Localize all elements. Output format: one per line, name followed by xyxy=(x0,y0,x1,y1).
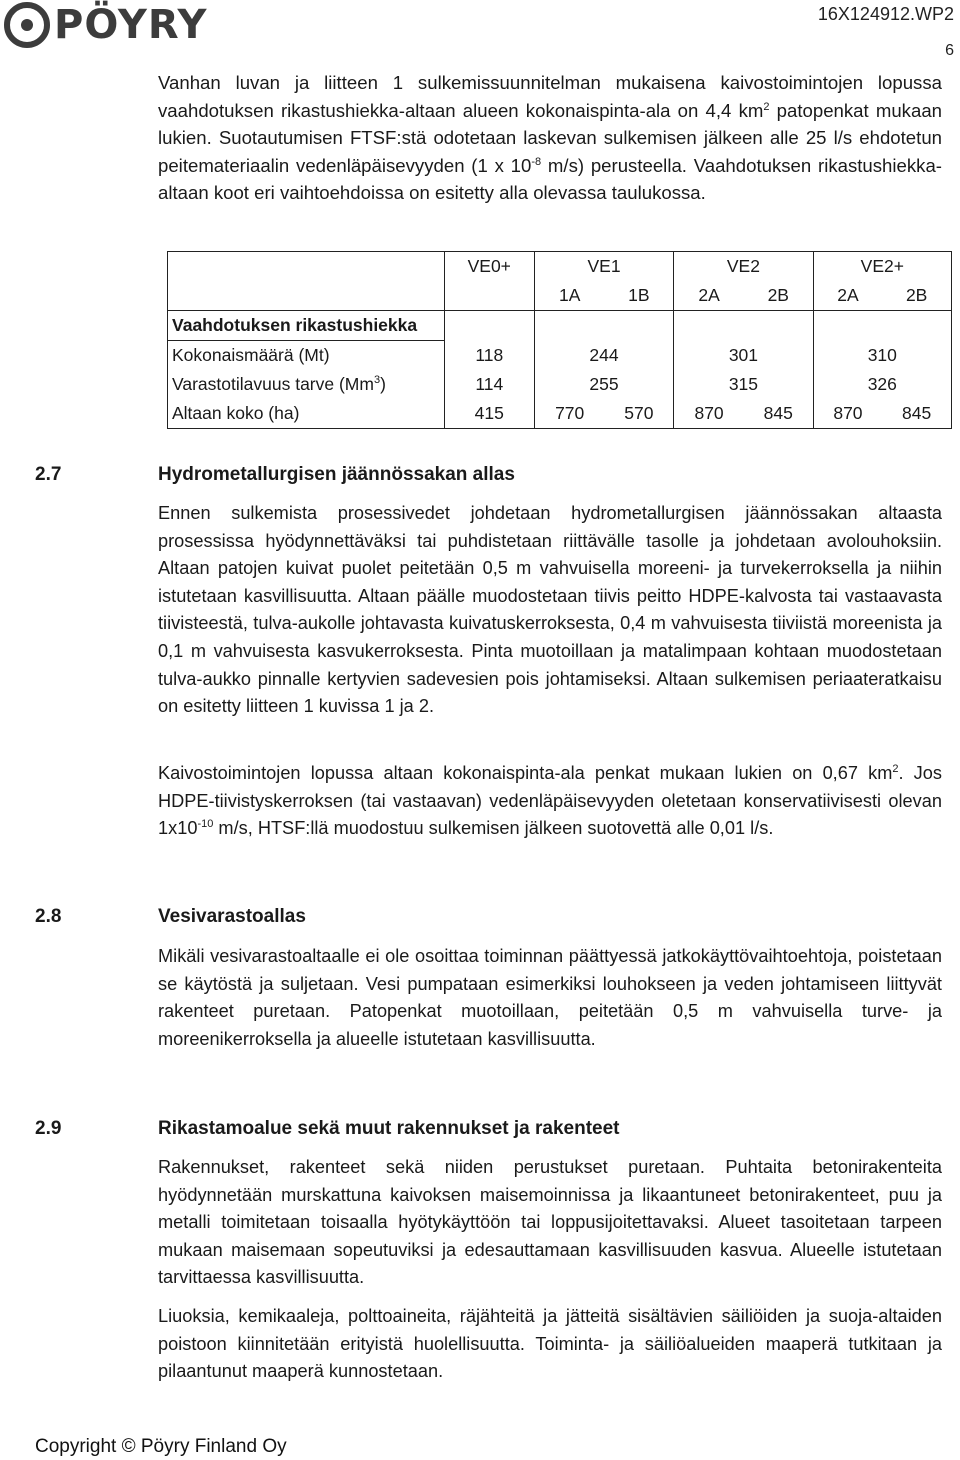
poyry-swirl-icon xyxy=(4,2,50,48)
tailings-alternatives-table xyxy=(167,251,952,429)
table-row-label-text: ) xyxy=(380,374,386,394)
section-number: 2.7 xyxy=(35,464,62,485)
table-sub-header: 2B xyxy=(882,281,951,311)
table-cell: 118 xyxy=(444,341,534,371)
table-sub-header: 1B xyxy=(605,281,674,311)
table-cell: 255 xyxy=(534,370,673,399)
paragraph-sup: 2 xyxy=(892,762,899,775)
table-cell: 870 xyxy=(674,399,744,429)
table-cell: 870 xyxy=(813,399,882,429)
table-header-row-groups xyxy=(168,252,952,282)
intro-sup-1: 2 xyxy=(763,100,770,113)
document-id: 16X124912.WP2 xyxy=(817,4,954,24)
table-row xyxy=(168,341,952,371)
section-title: Hydrometallurgisen jäännössakan allas xyxy=(158,464,515,485)
section-paragraph xyxy=(158,760,942,843)
page-number: 6 xyxy=(945,42,954,59)
table-cell: 770 xyxy=(534,399,604,429)
intro-text-1: Vanhan luvan ja liitteen 1 sulkemissuunnitelman mukaisena kaivostoimintojen lopussa vaahdotuksen rikastushiekka-altaan alueen kokonaispinta-ala on 4,4 km xyxy=(158,72,942,121)
company-logo xyxy=(4,2,207,48)
table-cell: 244 xyxy=(534,341,673,371)
section-paragraph: Liuoksia, kemikaaleja, polttoaineita, räjähteitä ja jätteitä sisältävien säiliöiden ja suoja-altaiden poistoon kiinnitetään erityistä huolellisuutta. Toiminta- ja säiliöalueiden maaperä tutkitaan ja pilaantunut maaperä kunnostetaan. xyxy=(158,1306,942,1382)
table-row-label-text: Varastotilavuus tarve (Mm xyxy=(172,374,374,394)
table-empty-cell xyxy=(813,311,882,341)
table-sub-header: 1A xyxy=(534,281,604,311)
table-cell: 415 xyxy=(444,399,534,429)
table-row-label-sup: 3 xyxy=(373,374,381,387)
table-sub-header: 2A xyxy=(813,281,882,311)
intro-sup-2: -8 xyxy=(531,155,542,168)
table-cell: 315 xyxy=(674,370,813,399)
table-cell: 114 xyxy=(444,370,534,399)
table-cell: 845 xyxy=(744,399,813,429)
table-sub-header: 2A xyxy=(674,281,744,311)
intro-paragraph xyxy=(158,69,942,207)
table-empty-cell xyxy=(605,311,674,341)
footer-copyright: Copyright © Pöyry Finland Oy xyxy=(35,1436,287,1457)
table-section-label: Vaahdotuksen rikastushiekka xyxy=(168,311,445,341)
table-cell: 845 xyxy=(882,399,951,429)
table-group-header: VE1 xyxy=(534,252,673,282)
paragraph-text: . Jos HDPE-tiivistyskerroksen (tai vastaavan) vedenläpäisevyyden oletetaan konservatiivisesti olevan 1x10 xyxy=(158,763,942,839)
table-group-header: VE2+ xyxy=(813,252,951,282)
table-cell: 326 xyxy=(813,370,951,399)
table-cell: 310 xyxy=(813,341,951,371)
logo-wordmark: PÖYRY xyxy=(54,2,208,48)
table-group-header: VE0+ xyxy=(444,252,534,282)
table-group-header: VE2 xyxy=(674,252,813,282)
table-cell: 570 xyxy=(605,399,674,429)
table-section-row xyxy=(168,311,952,341)
paragraph-text: Kaivostoimintojen lopussa altaan kokonaispinta-ala penkat mukaan lukien on 0,67 km xyxy=(158,763,893,783)
section-number: 2.8 xyxy=(35,906,62,927)
table-row xyxy=(168,370,952,399)
section-number: 2.9 xyxy=(35,1118,62,1139)
paragraph-sup: -10 xyxy=(197,818,214,831)
table-cell: 301 xyxy=(674,341,813,371)
paragraph-text: m/s, HTSF:llä muodostuu sulkemisen jälkeen suotovettä alle 0,01 l/s. xyxy=(213,818,774,839)
section-title: Vesivarastoallas xyxy=(158,906,306,927)
table-row-label: Altaan koko (ha) xyxy=(168,399,445,429)
section-title: Rikastamoalue sekä muut rakennukset ja rakenteet xyxy=(158,1118,620,1139)
table-row xyxy=(168,399,952,429)
table-empty-cell xyxy=(444,281,534,311)
intro-text-3: m/s) perusteella. Vaahdotuksen rikastushiekka-altaan koot eri vaihtoehdoissa on esitetty alla olevassa taulukossa. xyxy=(158,154,942,204)
section-paragraph: Rakennukset, rakenteet sekä niiden perustukset puretaan. Puhtaita betonirakenteita hyödynnetään murskattuna kaivoksen maisemoinnissa ja likaantuneet betonirakenteet, puu ja metalli toimitetaan toisaalla hyötykäyttöön tai loppusijoitettavaksi. Alueet tasoitetaan tarpeen mukaan maisemaan sopeutuviksi ja edesauttamaan kasvillisuuden kasvua. Alueelle istutetaan tarvittaessa kasvillisuutta. xyxy=(158,1157,942,1288)
section-paragraph: Mikäli vesivarastoaltaalle ei ole osoittaa toiminnan päättyessä jatkokäyttövaihtoehtoja, poistetaan se käytöstä ja suljetaan. Vesi pumpataan esimerkiksi louhokseen ja veden johtamiseen liittyvät rakenteet puretaan. Patopenkat muotoillaan, peitetään 0,5 m vahvuisella turve- ja moreenikerroksella ja alueelle istutetaan kasvillisuutta. xyxy=(158,946,942,1049)
table-row-label: Kokonaismäärä (Mt) xyxy=(168,341,445,371)
table-sub-header: 2B xyxy=(744,281,813,311)
table-empty-cell xyxy=(534,311,604,341)
table-empty-cell xyxy=(674,311,744,341)
intro-text-2: patopenkat mukaan lukien. Suotautumisen FTSF:stä odotetaan laskevan sulkemisen jälkeen alle 25 l/s ehdotetun peitemateriaalin vedenläpäisevyyden (1 x 10 xyxy=(158,99,942,176)
table-row-label xyxy=(168,370,445,399)
table-corner-cell xyxy=(168,252,445,311)
section-paragraph: Ennen sulkemista prosessivedet johdetaan hydrometallurgisen jäännössakan altaasta prosessissa hyödynnettäväksi tai puhdistetaan riittävälle tasolle ja johdetaan avolouhoksiin. Altaan patojen kuivat puolet peitetään 0,5 m vahvuisella moreeni- ja turvekerroksella ja niihin istutetaan kasvillisuutta. Altaan päälle muodostetaan tiivis peitto HDPE-kalvosta tai vastaavasta tiivisteestä, tulva-aukolle johtavasta kuivatuskerroksesta, 0,4 m vahvuisesta tiiviistä moreenista ja 0,1 m vahvuisesta kasvukerroksesta. Pinta muotoillaan ja matalimpaan kohtaan muodostetaan tulva-aukko pinnalle kertyvien sadevesien pois johtamiseksi. Altaan sulkemisen periaateratkaisu on esitetty liitteen 1 kuvissa 1 ja 2. xyxy=(158,503,942,717)
table-empty-cell xyxy=(744,311,813,341)
table-empty-cell xyxy=(882,311,951,341)
table-empty-cell xyxy=(444,311,534,341)
